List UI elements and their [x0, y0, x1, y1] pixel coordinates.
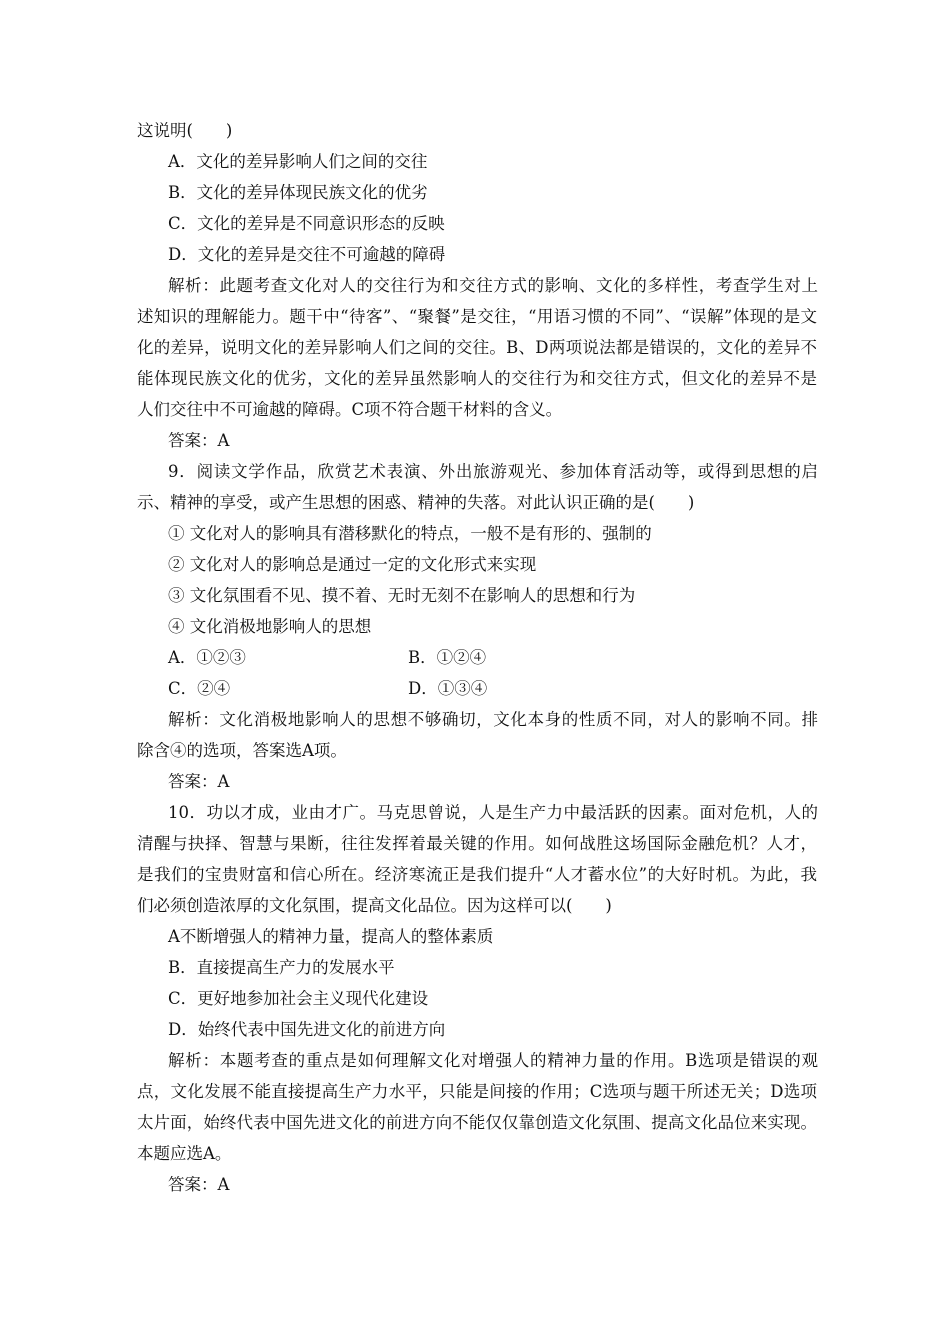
- q9-statement-3: ③ 文化氛围看不见、摸不着、无时无刻不在影响人的思想和行为: [168, 586, 636, 605]
- q10-analysis-line: 点，文化发展不能直接提高生产力水平，只能是间接的作用；C选项与题干所述无关；D选项: [137, 1082, 817, 1101]
- q10-option-d: D．始终代表中国先进文化的前进方向: [168, 1020, 446, 1039]
- q9-statement-2: ② 文化对人的影响总是通过一定的文化形式来实现: [168, 555, 537, 574]
- q10-stem-line: 10．功以才成，业由才广。马克思曾说，人是生产力中最活跃的因素。面对危机，人的: [168, 803, 818, 822]
- q9-stem-line: 示、精神的享受，或产生思想的困惑、精神的失落。对此认识正确的是( ): [137, 493, 695, 512]
- q10-option-b: B．直接提高生产力的发展水平: [168, 958, 395, 977]
- q8-analysis-line: 述知识的理解能力。题干中“待客”、“聚餐”是交往，“用语习惯的不同”、“误解”体现的是文: [137, 307, 817, 326]
- q8-option-d: D．文化的差异是交往不可逾越的障碍: [168, 245, 446, 264]
- q8-option-a: A．文化的差异影响人们之间的交往: [168, 152, 428, 171]
- q10-analysis-line: 解析：本题考查的重点是如何理解文化对增强人的精神力量的作用。B选项是错误的观: [168, 1051, 818, 1070]
- q10-stem-line: 是我们的宝贵财富和信心所在。经济寒流正是我们提升“人才蓄水位”的大好时机。为此，我: [137, 865, 817, 884]
- q9-option-b: B．①②④: [408, 648, 487, 667]
- q8-analysis-line: 人们交往中不可逾越的障碍。C项不符合题干材料的含义。: [137, 400, 563, 419]
- q10-stem-line: 们必须创造浓厚的文化氛围，提高文化品位。因为这样可以( ): [137, 896, 612, 915]
- q9-statement-1: ① 文化对人的影响具有潜移默化的特点，一般不是有形的、强制的: [168, 524, 652, 543]
- q8-option-b: B．文化的差异体现民族文化的优劣: [168, 183, 428, 202]
- q9-statement-4: ④ 文化消极地影响人的思想: [168, 617, 372, 636]
- q10-option-a: A不断增强人的精神力量，提高人的整体素质: [168, 927, 494, 946]
- q8-analysis-line: 化的差异，说明文化的差异影响人们之间的交往。B、D两项说法都是错误的，文化的差异不: [137, 338, 817, 357]
- q9-analysis-line: 解析：文化消极地影响人的思想不够确切，文化本身的性质不同，对人的影响不同。排: [168, 710, 818, 729]
- q8-stem-tail: 这说明( ): [137, 121, 233, 140]
- q9-option-a: A．①②③: [168, 648, 246, 667]
- q10-analysis-line: 本题应选A。: [137, 1144, 232, 1163]
- q10-stem-line: 清醒与抉择、智慧与果断，往往发挥着最关键的作用。如何战胜这场国际金融危机？人才，: [137, 834, 817, 853]
- q8-option-c: C．文化的差异是不同意识形态的反映: [168, 214, 445, 233]
- q9-option-c: C．②④: [168, 679, 231, 698]
- q8-answer: 答案：A: [168, 431, 230, 450]
- q10-analysis-line: 太片面，始终代表中国先进文化的前进方向不能仅仅靠创造文化氛围、提高文化品位来实现。: [137, 1113, 817, 1132]
- q8-analysis-line: 能体现民族文化的优劣，文化的差异虽然影响人的交往行为和交往方式，但文化的差异不是: [137, 369, 817, 388]
- q9-answer: 答案：A: [168, 772, 230, 791]
- q10-option-c: C．更好地参加社会主义现代化建设: [168, 989, 429, 1008]
- q10-answer: 答案：A: [168, 1175, 230, 1194]
- q8-analysis-line: 解析：此题考查文化对人的交往行为和交往方式的影响、文化的多样性，考查学生对上: [168, 276, 818, 295]
- q9-option-d: D．①③④: [408, 679, 488, 698]
- q9-analysis-line: 除含④的选项，答案选A项。: [137, 741, 347, 760]
- q9-stem-line: 9．阅读文学作品，欣赏艺术表演、外出旅游观光、参加体育活动等，或得到思想的启: [168, 462, 818, 481]
